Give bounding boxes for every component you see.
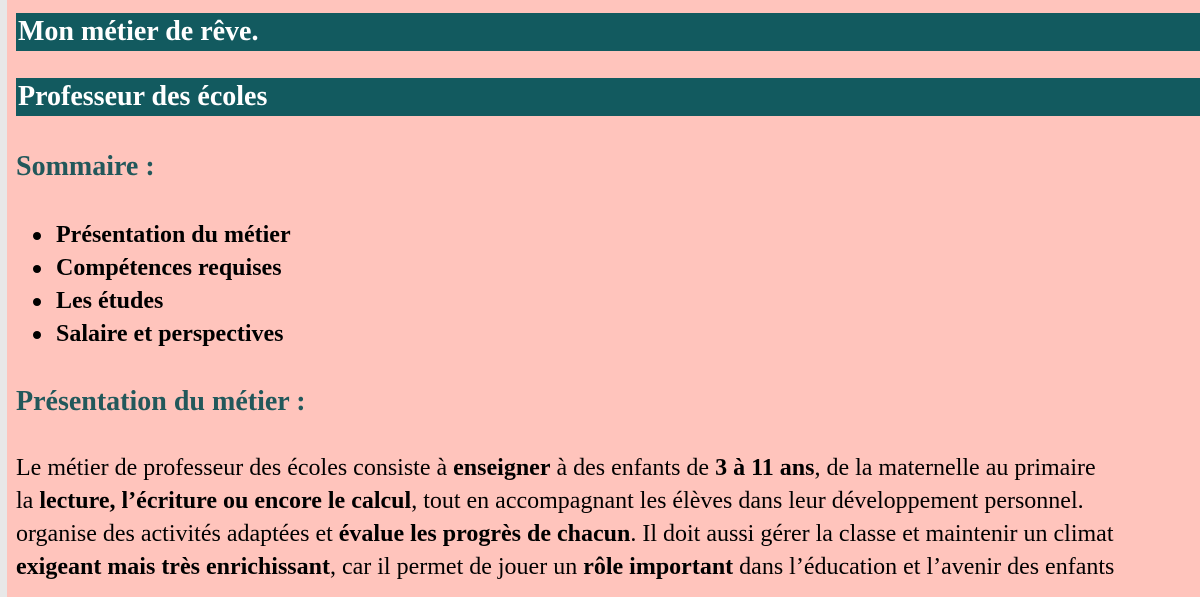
text-run: , tout en accompagnant les élèves dans leur développement personnel. xyxy=(411,488,1084,514)
text-run: à des enfants de xyxy=(550,455,716,481)
bold-run: 3 à 11 ans xyxy=(715,455,815,481)
sommaire-item-salaire: Salaire et perspectives xyxy=(16,318,291,351)
sommaire-item-competences: Compétences requises xyxy=(16,252,291,285)
sommaire-heading: Sommaire : xyxy=(16,151,155,182)
text-run: la xyxy=(16,488,40,514)
paragraph-line-1 xyxy=(16,452,1114,485)
page-subtitle: Professeur des écoles xyxy=(16,78,1200,116)
window-left-edge xyxy=(0,0,7,597)
text-run: organise des activités adaptées et xyxy=(16,521,339,547)
paragraph-line-4 xyxy=(16,551,1114,584)
bold-run: exigeant mais très enrichissant xyxy=(16,554,330,580)
bold-run: enseigner xyxy=(453,455,551,481)
page-title: Mon métier de rêve. xyxy=(16,13,1200,51)
sommaire-list xyxy=(16,219,291,351)
text-run: dans l’éducation et l’avenir des enfants xyxy=(733,554,1115,580)
text-run: Le métier de professeur des écoles consiste à xyxy=(16,455,454,481)
text-run: . Il doit aussi gérer la classe et maintenir un climat xyxy=(630,521,1114,547)
sommaire-item-etudes: Les études xyxy=(16,285,291,318)
presentation-paragraph xyxy=(16,452,1114,584)
sommaire-item-presentation: Présentation du métier xyxy=(16,219,291,252)
text-run: , de la maternelle au primaire xyxy=(814,455,1096,481)
text-run: , car il permet de jouer un xyxy=(329,554,584,580)
bold-run: rôle important xyxy=(583,554,734,580)
paragraph-line-2 xyxy=(16,485,1114,518)
paragraph-line-3 xyxy=(16,518,1114,551)
bold-run: lecture, l’écriture ou encore le calcul xyxy=(39,488,412,514)
presentation-heading: Présentation du métier : xyxy=(16,386,306,417)
bold-run: évalue les progrès de chacun xyxy=(338,521,631,547)
